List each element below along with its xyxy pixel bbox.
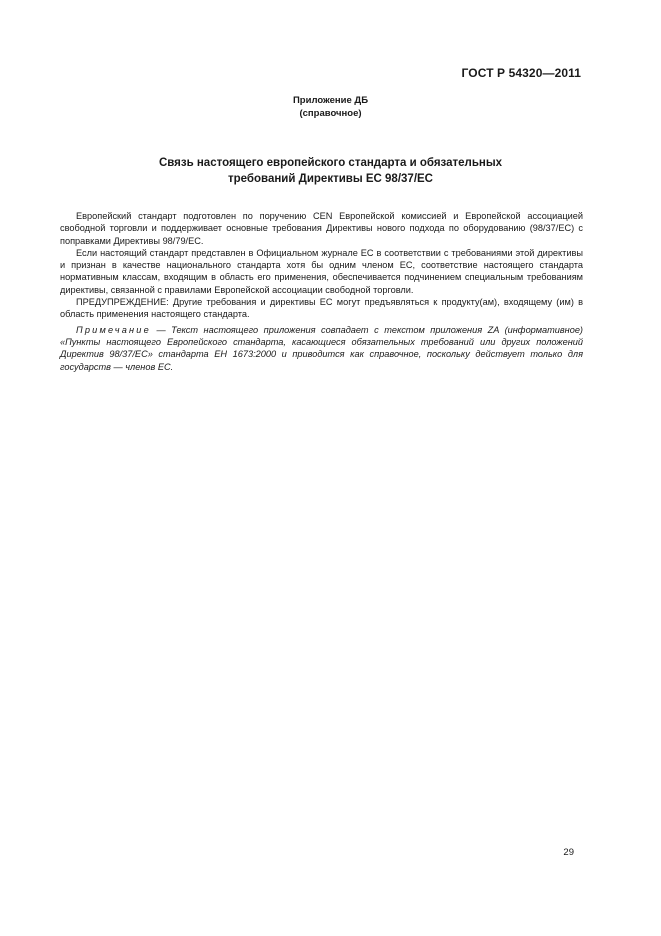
paragraph-1: Европейский стандарт подготовлен по поручению CEN Европейской комиссией и Европейской ассоциацией свободной торговли и поддерживает основные требования Директивы нового подхода по оборудованию (98/37/ЕС) с поправками Директивы 98/79/ЕС. <box>60 211 583 246</box>
paragraph-warning: ПРЕДУПРЕЖДЕНИЕ: Другие требования и директивы ЕС могут предъявляться к продукту(ам), входящему (им) в область применения настоящего стандарта. <box>60 297 583 320</box>
appendix-body <box>60 210 583 373</box>
note-label: Примечание <box>76 324 151 335</box>
note-text: — Текст настоящего приложения совпадает с текстом приложения ZA (информативное) «Пункты настоящего Европейского стандарта, касающиеся обязательных требований или других положений Директив 98/37/ЕС» стандарта ЕН 1673:2000 и приводится как справочное, поскольку действует только для государств — членов ЕС. <box>60 324 583 372</box>
appendix-title-line-1: Связь настоящего европейского стандарта и обязательных <box>158 157 503 169</box>
appendix-type: (справочное) <box>299 108 362 119</box>
note <box>60 324 583 373</box>
appendix-heading <box>0 94 661 120</box>
paragraph-2: Если настоящий стандарт представлен в Официальном журнале ЕС в соответствии с требованиями этой директивы и признан в качестве национального стандарта хотя бы одним членом ЕС, соответствие настоящего стандарта нормативным классам, входящим в область его применения, обеспечивается подчинением специальным требованиям директивы, связанной с правилами Европейской ассоциации свободной торговли. <box>60 247 583 295</box>
appendix-label: Приложение ДБ <box>292 95 369 106</box>
document-code: ГОСТ Р 54320—2011 <box>461 66 581 80</box>
appendix-title <box>60 155 601 187</box>
page-number: 29 <box>563 847 574 858</box>
appendix-title-line-2: требований Директивы ЕС 98/37/ЕС <box>228 173 433 185</box>
